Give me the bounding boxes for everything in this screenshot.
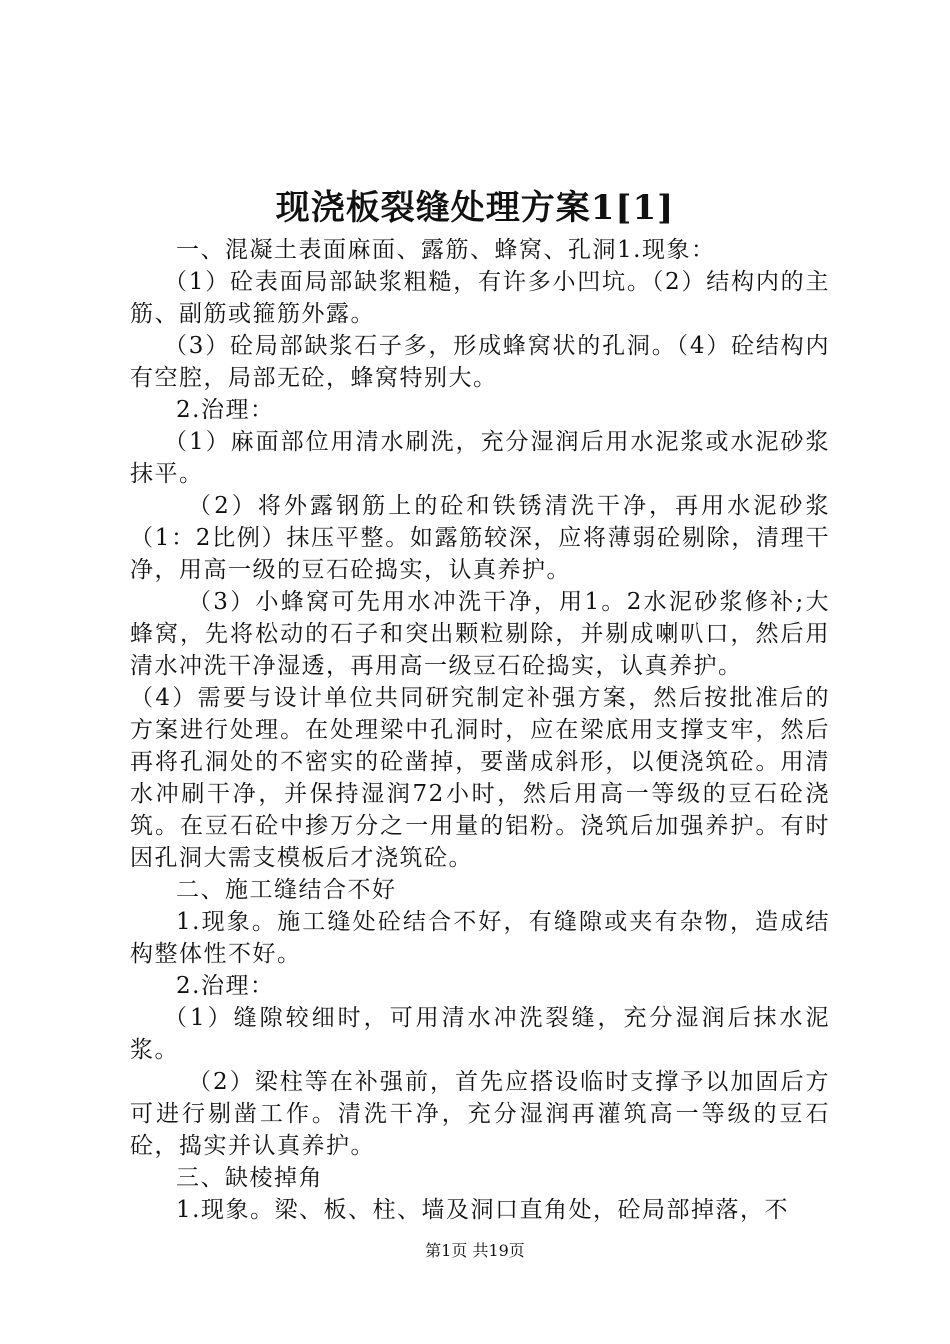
paragraph: （2）梁柱等在补强前，首先应搭设临时支撑予以加固后方可进行剔凿工作。清洗干净，充分湿润再灌筑高一等级的豆石砼，捣实并认真养护。	[130, 1069, 830, 1159]
document-title: 现浇板裂缝处理方案1[1]	[275, 188, 675, 228]
paragraph: （1）砼表面局部缺浆粗糙，有许多小凹坑。（2）结构内的主筋、副筋或箍筋外露。	[130, 269, 830, 327]
paragraph: 二、施工缝结合不好	[176, 877, 397, 903]
page-footer: 第1页 共19页	[425, 1241, 525, 1260]
document-body	[130, 234, 830, 1226]
paragraph: 三、缺棱掉角	[176, 1165, 323, 1191]
paragraph: （1）缝隙较细时，可用清水冲洗裂缝，充分湿润后抹水泥浆。	[130, 1005, 830, 1063]
paragraph: 一、混凝土表面麻面、露筋、蜂窝、孔洞1.现象：	[176, 237, 716, 263]
paragraph: 1.现象。梁、板、柱、墙及洞口直角处，砼局部掉落，不	[176, 1197, 789, 1223]
paragraph: 2.治理：	[176, 973, 275, 999]
paragraph: （2）将外露钢筋上的砼和铁锈清洗干净，再用水泥砂浆（1：2比例）抹压平整。如露筋较深，应将薄弱砼剔除，清理干净，用高一级的豆石砼捣实，认真养护。	[130, 493, 830, 583]
paragraph: （1）麻面部位用清水刷洗，充分湿润后用水泥浆或水泥砂浆抹平。	[130, 429, 830, 487]
paragraph: 1.现象。施工缝处砼结合不好，有缝隙或夹有杂物，造成结构整体性不好。	[130, 909, 830, 967]
paragraph: 2.治理：	[176, 397, 275, 423]
paragraph: （3）砼局部缺浆石子多，形成蜂窝状的孔洞。（4）砼结构内有空腔，局部无砼，蜂窝特别大。	[130, 333, 830, 391]
paragraph: （4）需要与设计单位共同研究制定补强方案，然后按批准后的方案进行处理。在处理梁中孔洞时，应在梁底用支撑支牢，然后再将孔洞处的不密实的砼凿掉，要凿成斜形，以便浇筑砼。用清水冲刷干净，并保持湿润72小时，然后用高一等级的豆石砼浇筑。在豆石砼中掺万分之一用量的铝粉。浇筑后加强养护。有时因孔洞大需支模板后才浇筑砼。	[130, 685, 830, 871]
paragraph: （3）小蜂窝可先用水冲洗干净，用1。2水泥砂浆修补;大蜂窝，先将松动的石子和突出颗粒剔除，并剔成喇叭口，然后用清水冲洗干净湿透，再用高一级豆石砼捣实，认真养护。	[130, 589, 830, 679]
